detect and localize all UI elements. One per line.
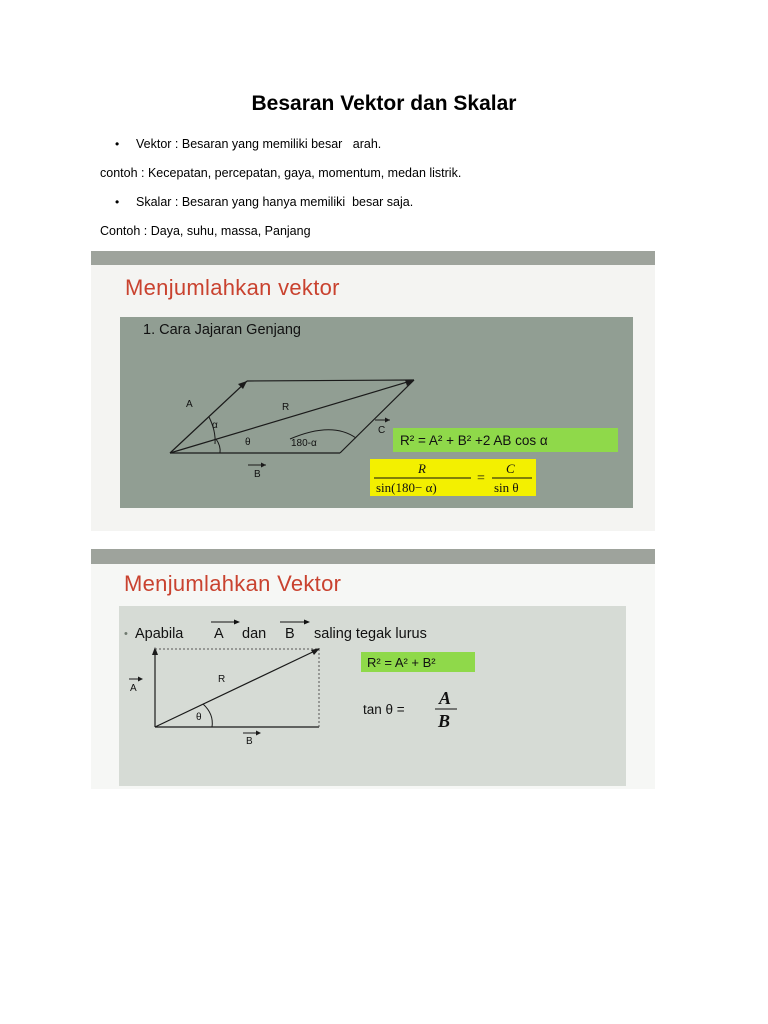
vektor-examples: contoh : Kecepatan, percepatan, gaya, momentum, medan listrik. [100, 166, 462, 180]
label-alpha: α [212, 420, 218, 431]
sentence-vector-b: B [285, 626, 295, 642]
sentence-bullet: • [124, 628, 128, 640]
diagram-panel [120, 317, 633, 508]
sentence-vector-a: A [214, 626, 224, 642]
sentence-vector-a-arrowhead [234, 620, 240, 625]
label-r: R [282, 402, 290, 413]
slide-heading: Menjumlahkan vektor [125, 275, 340, 300]
label-theta: θ [196, 712, 202, 723]
sentence-rest: saling tegak lurus [314, 626, 427, 642]
sentence-word-dan: dan [242, 626, 267, 642]
diagram-panel [119, 606, 626, 786]
label-a: A [130, 683, 137, 694]
skalar-examples: Contoh : Daya, suhu, massa, Panjang [100, 224, 311, 238]
sine-denominator-left: sin(180− α) [376, 480, 437, 495]
sine-denominator-right: sin θ [494, 480, 519, 495]
label-b: B [254, 469, 261, 480]
label-180-alpha: 180-α [291, 438, 317, 449]
vector-a-arrowhead [152, 647, 158, 655]
slide-parallelogram [91, 251, 655, 531]
parallelogram-diagram [120, 317, 633, 508]
perpendicular-diagram [119, 606, 626, 786]
top-edge-line [247, 380, 414, 381]
cosine-formula: R² = A² + B² +2 AB cos α [400, 433, 548, 448]
document-title: Besaran Vektor dan Skalar [251, 92, 517, 115]
label-a-arrowhead [138, 677, 143, 682]
vector-a-line [170, 381, 247, 453]
label-b: B [246, 736, 253, 747]
slide-perpendicular [91, 549, 655, 789]
bullet-marker: • [115, 137, 120, 151]
tan-numerator: A [439, 688, 452, 708]
sine-numerator-left: R [418, 461, 426, 476]
theta-arc [203, 704, 212, 727]
slide-top-bar [91, 251, 655, 265]
pythagoras-formula: R² = A² + B² [367, 655, 436, 670]
label-b-arrowhead [256, 731, 261, 736]
label-c: C [378, 425, 386, 436]
vektor-definition: Vektor : Besaran yang memiliki besar arah. [136, 137, 382, 151]
label-theta: θ [245, 437, 251, 448]
sine-numerator-right: C [506, 461, 515, 476]
label-a: A [186, 399, 193, 410]
tan-formula-prefix: tan θ = [363, 702, 405, 717]
panel-subheading: 1. Cara Jajaran Genjang [143, 322, 301, 338]
sentence-word-apabila: Apabila [135, 626, 184, 642]
skalar-definition: Skalar : Besaran yang hanya memiliki besar saja. [136, 195, 414, 209]
sine-equals: = [477, 471, 485, 486]
bullet-marker: • [115, 195, 120, 209]
slide-heading: Menjumlahkan Vektor [124, 571, 342, 596]
slide-top-bar [91, 549, 655, 564]
sentence-vector-b-arrowhead [304, 620, 310, 625]
label-r: R [218, 674, 226, 685]
theta-arc [216, 439, 220, 453]
tan-denominator: B [438, 711, 451, 731]
resultant-r-line [155, 649, 319, 727]
label-b-arrowhead [261, 463, 266, 468]
label-c-arrowhead [385, 418, 390, 423]
